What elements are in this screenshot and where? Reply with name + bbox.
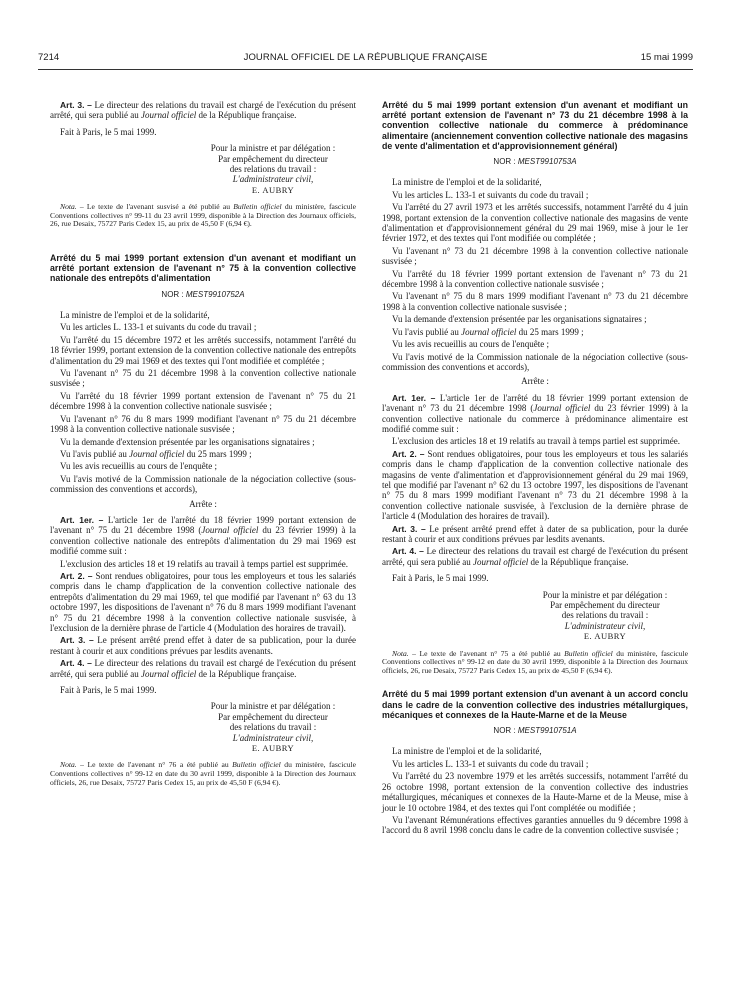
nor-reference: NOR : MESТ9910753A xyxy=(493,157,577,167)
header-rule xyxy=(38,69,693,70)
preamble-line: Vu l'avis motivé de la Commission nationale de la négociation collective (sous-commission des conventions et accords), xyxy=(382,351,688,372)
right-column xyxy=(382,100,688,838)
art1-second-paragraph: L'exclusion des articles 18 et 19 relatifs au travail à temps partiel est supprimée. xyxy=(60,558,349,569)
art4-paragraph: Art. 4. – Le directeur des relations du travail est chargé de l'exécution du présent arrêté, qui sera publié au Journal officiel de la République française. xyxy=(382,546,688,567)
art1-paragraph: Art. 1er. – L'article 1er de l'arrêté du 18 février 1999 portant extension de l'avenant n° 75 du 21 décembre 1998 (Journal officiel du 23 février 1999) à la convention collective nationale des entrepôts d'alimentation du 29 mai 1969 est modifié comme suit : xyxy=(50,514,356,557)
issue-date: 15 mai 1999 xyxy=(640,52,693,63)
art2-paragraph: Art. 2. – Sont rendues obligatoires, pour tous les employeurs et tous les salariés compris dans le champ d'application de la convention collective nationale des magasins de vente d'alimentation et d'approvisionnement général du 29 mai 1969, tel que modifié par l'avenant n° 62 du 13 octobre 1997, les dispositions de l'avenant n° 75 du 8 mars 1999 modifiant l'avenant n° 73 du 21 décembre 1998 à la convention collective nationale susvisée, à l'exclusion de la dernière phrase de l'article 4 (Modulation des horaires de travail). xyxy=(382,448,688,522)
preamble-line: Vu la demande d'extension présentée par les organisations signataires ; xyxy=(60,436,315,447)
preamble-line: Vu l'avenant n° 75 du 21 décembre 1998 à la convention collective nationale susvisée ; xyxy=(50,368,356,389)
preamble-line: Vu l'arrêté du 18 février 1999 portant extension de l'avenant n° 73 du 21 décembre 1998 à la convention collective nationale susvisée ; xyxy=(382,268,688,290)
preamble-line: La ministre de l'emploi et de la solidarité, xyxy=(392,177,542,188)
fait-a-paris: Fait à Paris, le 5 mai 1999. xyxy=(392,573,489,584)
arrete-heading: Arrête : xyxy=(521,376,549,387)
preamble-line: Vu les articles L. 133-1 et suivants du code du travail ; xyxy=(392,189,589,200)
art3-paragraph: Art. 3. – Le présent arrêté prend effet à dater de sa publication, pour la durée restant à courir et aux conditions prévues par lesdits avenants. xyxy=(382,523,689,545)
page-header xyxy=(38,52,693,70)
preamble-line: Vu les avis recueillis au cours de l'enquête ; xyxy=(392,339,550,350)
journal-title: JOURNAL OFFICIEL DE LA RÉPUBLIQUE FRANÇAISE xyxy=(243,52,488,63)
arrete-heading: Arrête : xyxy=(189,498,217,509)
nor-reference: NOR : MESТ9910751A xyxy=(493,726,577,736)
preamble-line: La ministre de l'emploi et de la solidarité, xyxy=(60,310,210,321)
preamble-line: Vu l'arrêté du 15 décembre 1972 et les arrêtés successifs, notamment l'arrêté du 18 février 1999, portant extension de la convention collective nationale des entrepôts d'alimentation du 29 mai 1969 et des textes qui l'ont modifiée et complétée ; xyxy=(50,334,356,366)
nor-reference: NOR : MESТ9910752A xyxy=(161,289,245,299)
preamble-line: Vu la demande d'extension présentée par les organisations signataires ; xyxy=(392,314,647,325)
preamble-line: Vu l'arrêté du 27 avril 1973 et les arrêtés successifs, notamment l'arrêté du 4 juin 1998, portant extension de la convention collective nationale des magasins de vente d'alimentation et d'approvisionnement général du 29 mai 1969, mise à jour le 1er février 1972, et des textes qui l'ont modifiée ou complétée ; xyxy=(382,202,688,244)
preamble-line: Vu l'avenant n° 73 du 21 décembre 1998 à la convention collective nationale susvisée ; xyxy=(382,245,688,267)
preamble-line: La ministre de l'emploi et de la solidarité, xyxy=(392,746,542,757)
nota-note: Nota. – Le texte de l'avenant susvisé a été publié au Bulletin officiel du ministère, fascicule Conventions collectives n° 99-11 du 23 avril 1999, disponible à la Direction des Journaux officiels, 26, rue Desaix, 75727 Paris Cedex 15, au prix de 45,50 F (6,94 €). xyxy=(50,202,357,229)
signature-block: Pour la ministre et par délégation : Par empêchement du directeur des relations du travail : L'administrateur civil, E. AUBRY xyxy=(210,143,336,195)
decree-title: Arrêté du 5 mai 1999 portant extension d'un avenant et modifiant un arrêté portant extension de l'avenant n° 73 du 21 décembre 1998 à la convention collective nationale du commerce à prédominance alimentaire (anciennement convention collective nationale des magasins de vente d'alimentation et d'approvisionnement général) xyxy=(382,100,688,151)
art2-paragraph: Art. 2. – Sont rendues obligatoires, pour tous les employeurs et tous les salariés compris dans le champ d'application de la convention collective nationale des entrepôts d'alimentation du 29 mai 1969, tel que modifié par l'avenant n° 63 du 13 octobre 1997, les dispositions de l'avenant n° 76 du 8 mars 1999 modifiant l'avenant n° 75 du 21 décembre 1998 à la convention collective nationale susvisée, à l'exclusion de la dernière phrase de l'article 4 (Modulation des horaires de travail). xyxy=(50,570,356,634)
signature-block: Pour la ministre et par délégation : Par empêchement du directeur des relations du travail : L'administrateur civil, E. AUBRY xyxy=(542,589,668,642)
left-column xyxy=(50,100,356,789)
decree-title: Arrêté du 5 mai 1999 portant extension d'un avenant à un accord conclu dans le cadre de la convention collective des industries métallurgiques, mécaniques et connexes de la Haute-Marne et de la Meuse xyxy=(382,689,688,720)
article-label: Art. 3. – xyxy=(60,100,92,110)
preamble-line: Vu l'avenant n° 75 du 8 mars 1999 modifiant l'avenant n° 73 du 21 décembre 1998 à la convention collective nationale susvisée ; xyxy=(382,291,688,312)
art4-paragraph: Art. 4. – Le directeur des relations du travail est chargé de l'exécution du présent arrêté, qui sera publié au Journal officiel de la République française. xyxy=(50,658,356,679)
preamble-line: Vu l'avis motivé de la Commission nationale de la négociation collective (sous-commission des conventions et accords), xyxy=(50,473,356,495)
preamble-line: Vu l'avis publié au Journal officiel du 25 mars 1999 ; xyxy=(60,448,252,459)
art1-paragraph: Art. 1er. – L'article 1er de l'arrêté du 18 février 1999 portant extension de l'avenant n° 73 du 21 décembre 1998 (Journal officiel du 23 février 1999) à la convention collective nationale du commerce à prédominance alimentaire est modifié comme suit : xyxy=(382,392,688,434)
preamble-line: Vu les avis recueillis au cours de l'enquête ; xyxy=(60,461,218,472)
decree-title: Arrêté du 5 mai 1999 portant extension d'un avenant et modifiant un arrêté portant extension de l'avenant n° 75 à la convention collective nationale des entrepôts d'alimentation xyxy=(50,253,356,284)
nota-note: Nota. – Le texte de l'avenant n° 76 a été publié au Bulletin officiel du ministère, fascicule Conventions collectives n° 99-12 en date du 30 avril 1999, disponible à la Direction des Journaux officiels, 26, rue Desaix, 75727 Paris Cedex 15, au prix de 45,50 F (6,94 €). xyxy=(50,760,356,787)
preamble-line: Vu l'arrêté du 18 février 1999 portant extension de l'avenant n° 75 du 21 décembre 1998 à la convention collective nationale susvisée ; xyxy=(50,390,356,412)
preamble-line: Vu l'avenant n° 76 du 8 mars 1999 modifiant l'avenant n° 75 du 21 décembre 1998 à la convention collective nationale susvisée ; xyxy=(50,413,356,435)
nota-note: Nota. – Le texte de l'avenant n° 75 a été publié au Bulletin officiel du ministère, fascicule Conventions collectives n° 99-12 en date du 30 avril 1999, disponible à la Direction des Journaux officiels, 26, rue Desaix, 75727 Paris Cedex 15, au prix de 45,50 F (6,94 €). xyxy=(382,648,688,675)
fait-a-paris: Fait à Paris, le 5 mai 1999. xyxy=(60,126,157,137)
art1-second-paragraph: L'exclusion des articles 18 et 19 relatifs au travail à temps partiel est supprimée. xyxy=(392,436,681,447)
art3-paragraph: Art. 3. – Le présent arrêté prend effet à dater de sa publication, pour la durée restant à courir et aux conditions prévues par lesdits avenants. xyxy=(50,635,357,656)
fait-a-paris: Fait à Paris, le 5 mai 1999. xyxy=(60,685,157,696)
signature-block: Pour la ministre et par délégation : Par empêchement du directeur des relations du travail : L'administrateur civil, E. AUBRY xyxy=(210,701,336,754)
preamble-line: Vu les articles L. 133-1 et suivants du code du travail ; xyxy=(60,322,257,333)
art3-paragraph: Art. 3. – Le directeur des relations du travail est chargé de l'exécution du présent arrêté, qui sera publié au Journal officiel de la République française. xyxy=(50,100,356,121)
preamble-line: Vu l'arrêté du 23 novembre 1979 et les arrêtés successifs, notamment l'arrêté du 26 octobre 1998, portant extension de la convention collective des industries métallurgiques, mécaniques et connexes de la Haute-Marne et de la Meuse, mise à jour le 10 octobre 1984, et des textes qui l'ont complétée ou modifiée ; xyxy=(382,771,688,813)
preamble-line: Vu l'avenant Rémunérations effectives garanties annuelles du 9 décembre 1998 à l'accord du 8 avril 1998 conclu dans le cadre de la convention collective susvisée ; xyxy=(382,814,688,836)
page-number: 7214 xyxy=(38,52,60,63)
preamble-line: Vu l'avis publié au Journal officiel du 25 mars 1999 ; xyxy=(392,326,584,337)
preamble-line: Vu les articles L. 133-1 et suivants du code du travail ; xyxy=(392,758,589,769)
